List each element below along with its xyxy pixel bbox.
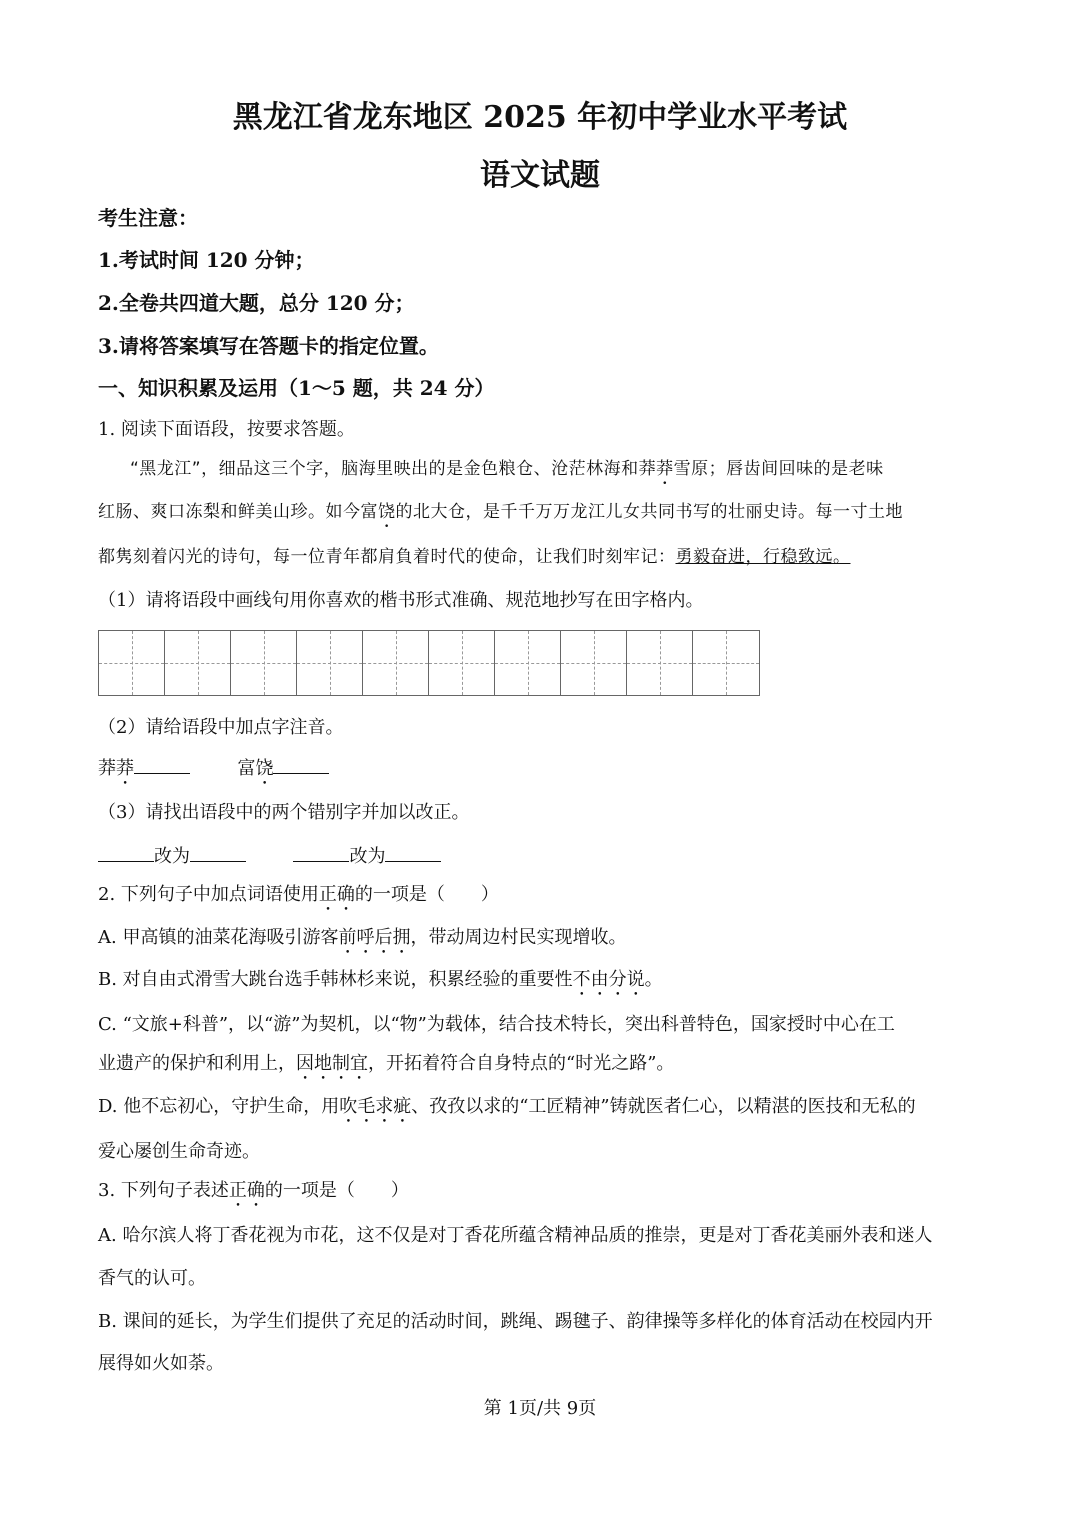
grid-cell[interactable] xyxy=(495,631,561,695)
question-2-stem: 2. 下列句子中加点词语使用正确的一项是（ ） xyxy=(98,884,499,905)
question-3-option-b: B. 课间的延长，为学生们提供了充足的活动时间，跳绳、踢毽子、韵律操等多样化的体育活动在校园内开 xyxy=(98,1311,933,1332)
grid-cell[interactable] xyxy=(297,631,363,695)
page-footer: 第 1页/共 9页 xyxy=(483,1398,597,1419)
question-2-option-d: D. 他不忘初心，守护生命，用吹毛求疵、孜孜以求的“工匠精神”铸就医者仁心，以精湛的医技和无私的 xyxy=(98,1096,916,1117)
answer-blank[interactable] xyxy=(385,845,441,862)
passage-line-1: “黑龙江”，细品这三个字，脑海里映出的是金色粮仓、沧茫林海和莽莽雪原；唇齿间回味的是老味 xyxy=(130,459,884,479)
question-2-option-b: B. 对自由式滑雪大跳台选手韩林杉来说，积累经验的重要性不由分说。 xyxy=(98,969,663,990)
question-3-option-a: A. 哈尔滨人将丁香花视为市花，这不仅是对丁香花所蕴含精神品质的推崇，更是对丁香花美丽外表和迷人 xyxy=(98,1225,933,1246)
answer-blank[interactable] xyxy=(134,757,190,774)
passage-line-3: 都隽刻着闪光的诗句，每一位青年都肩負着时代的使命，让我们时刻牢记：勇毅奋进，行稳致远。 xyxy=(98,547,851,567)
exam-title: 黑龙江省龙东地区 2025 年初中学业水平考试 xyxy=(232,100,848,135)
question-1-sub-2: （2）请给语段中加点字注音。 xyxy=(98,717,344,738)
question-1-stem: 1. 阅读下面语段，按要求答题。 xyxy=(98,419,355,440)
answer-blank[interactable] xyxy=(98,845,154,862)
section-heading: 一、知识积累及运用（1～5 题，共 24 分） xyxy=(98,376,495,400)
question-2-option-a: A. 甲高镇的油菜花海吸引游客前呼后拥，带动周边村民实现增收。 xyxy=(98,927,627,948)
grid-cell[interactable] xyxy=(429,631,495,695)
underlined-sentence: 勇毅奋进，行稳致远。 xyxy=(675,547,851,567)
question-1-sub-3: （3）请找出语段中的两个错别字并加以改正。 xyxy=(98,802,470,823)
notice-heading: 考生注意： xyxy=(98,206,198,230)
question-2-option-d-cont: 爱心屡创生命奇迹。 xyxy=(98,1141,260,1162)
correction-answer-row: 改为 改为 xyxy=(98,845,441,868)
question-3-stem: 3. 下列句子表述正确的一项是（ ） xyxy=(98,1180,409,1201)
notice-item-3: 3.请将答案填写在答题卡的指定位置。 xyxy=(98,334,439,358)
grid-cell[interactable] xyxy=(363,631,429,695)
answer-blank[interactable] xyxy=(273,757,329,774)
pinyin-answer-row: 莽莽 富饶 xyxy=(98,757,329,789)
answer-blank[interactable] xyxy=(190,845,246,862)
question-1-sub-1: （1）请将语段中画线句用你喜欢的楷书形式准确、规范地抄写在田字格内。 xyxy=(98,590,704,611)
grid-cell[interactable] xyxy=(693,631,759,695)
answer-blank[interactable] xyxy=(293,845,349,862)
tianzige-grid[interactable] xyxy=(98,630,760,696)
grid-cell[interactable] xyxy=(99,631,165,695)
grid-cell[interactable] xyxy=(561,631,627,695)
question-3-option-a-cont: 香气的认可。 xyxy=(98,1268,206,1289)
notice-item-1: 1.考试时间 120 分钟； xyxy=(98,248,315,272)
notice-item-2: 2.全卷共四道大题，总分 120 分； xyxy=(98,291,415,315)
question-2-option-c: C. “文旅+科普”，以“游”为契机，以“物”为载体，结合技术特长，突出科普特色，国家授时中心在工 xyxy=(98,1014,895,1035)
exam-subtitle: 语文试题 xyxy=(480,158,600,193)
grid-cell[interactable] xyxy=(231,631,297,695)
grid-cell[interactable] xyxy=(165,631,231,695)
grid-cell[interactable] xyxy=(627,631,693,695)
passage-line-2: 红肠、爽口冻梨和鲜美山珍。如今富饶的北大仓，是千千万万龙江儿女共同书写的壮丽史诗。每一寸土地 xyxy=(98,502,903,522)
question-3-option-b-cont: 展得如火如荼。 xyxy=(98,1353,224,1374)
question-2-option-c-cont: 业遗产的保护和利用上，因地制宜，开拓着符合自身特点的“时光之路”。 xyxy=(98,1053,675,1074)
